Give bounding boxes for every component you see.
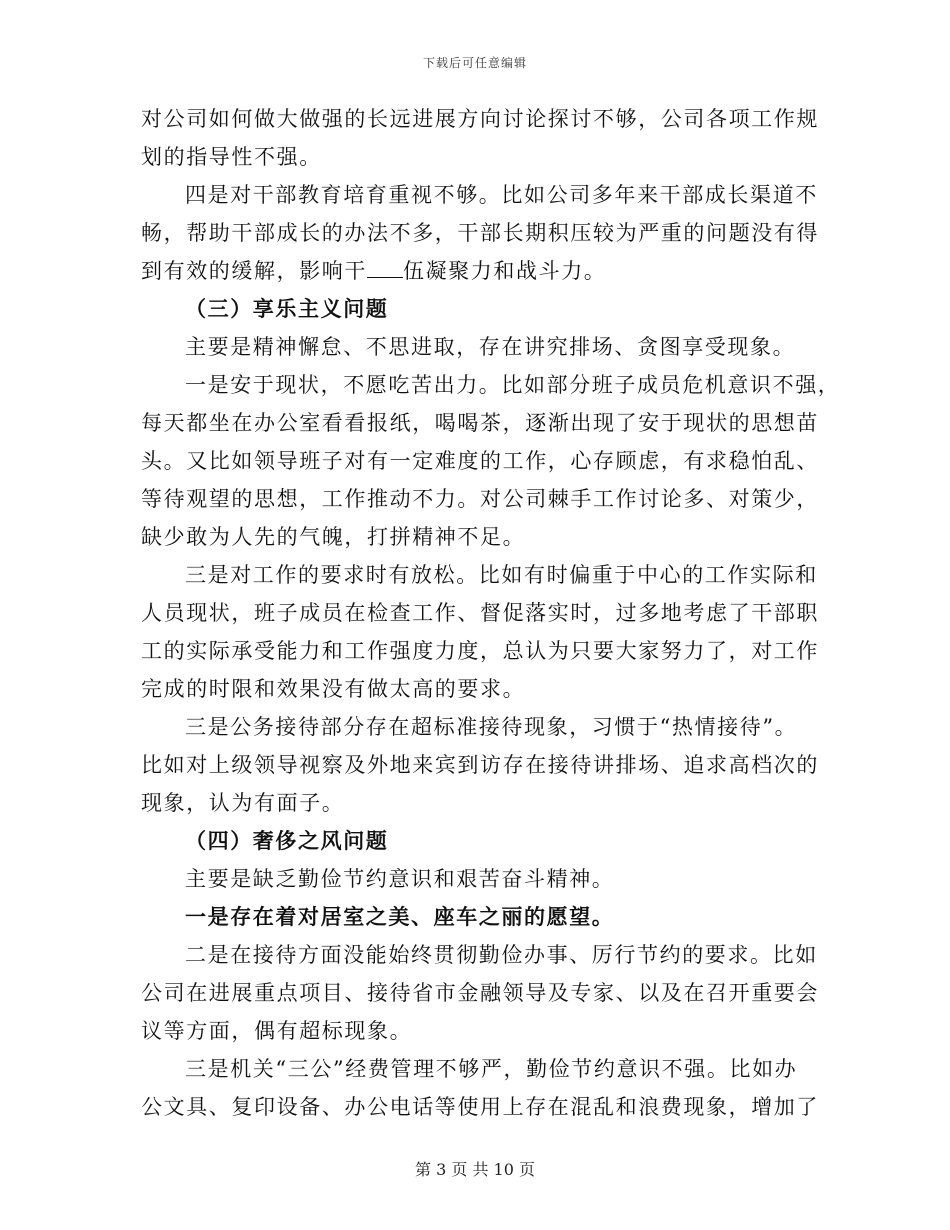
page-number-footer: 第 3 页 共 10 页 — [415, 1160, 535, 1179]
paragraph-line: 主要是精神懈怠、不思进取，存在讲究排场、贪图享受现象。 — [185, 335, 796, 359]
bold-paragraph-line: 一是存在着对居室之美、座车之丽的愿望。 — [185, 904, 615, 929]
paragraph-line: 划的指导性不强。 — [141, 145, 322, 169]
paragraph-line: 畅，帮助干部成长的办法不多，干部长期积压较为严重的问题没有得 — [141, 221, 819, 245]
paragraph-line: 工的实际承受能力和工作强度力度，总认为只要大家努力了，对工作 — [141, 639, 819, 663]
paragraph-line: 现象，认为有面子。 — [141, 791, 345, 815]
paragraph-line: 每天都坐在办公室看看报纸，喝喝茶，逐渐出现了安于现状的思想苗 — [141, 411, 819, 435]
paragraph-line: 比如对上级领导视察及外地来宾到访存在接待讲排场、追求高档次的 — [141, 753, 819, 777]
paragraph-line: 主要是缺乏勤俭节约意识和艰苦奋斗精神。 — [185, 867, 615, 891]
paragraph-line: 二是在接待方面没能始终贯彻勤俭办事、厉行节约的要求。比如 — [185, 943, 818, 967]
paragraph-line: 议等方面，偶有超标现象。 — [141, 1019, 413, 1043]
document-body — [141, 100, 841, 1126]
paragraph-line: 三是机关“三公”经费管理不够严，勤俭节约意识不强。比如办 — [185, 1057, 798, 1081]
paragraph-line: 对公司如何做大做强的长远进展方向讨论探讨不够，公司各项工作规 — [141, 107, 819, 131]
paragraph-line: 一是安于现状，不愿吃苦出力。比如部分班子成员危机意识不强， — [185, 373, 841, 397]
paragraph-line: 头。又比如领导班子对有一定难度的工作，心存顾虑，有求稳怕乱、 — [141, 449, 819, 473]
fill-in-blank — [367, 259, 403, 278]
paragraph-line: 四是对干部教育培育重视不够。比如公司多年来干部成长渠道不 — [185, 183, 818, 207]
paragraph-line-with-blank — [141, 252, 813, 290]
page-header: 下载后可任意编辑 — [422, 56, 527, 70]
section-heading: （三）享乐主义问题 — [185, 296, 389, 321]
paragraph-line: 等待观望的思想，工作推动不力。对公司棘手工作讨论多、对策少， — [141, 487, 819, 511]
paragraph-line: 三是对工作的要求时有放松。比如有时偏重于中心的工作实际和 — [185, 563, 818, 587]
text-before-blank: 到有效的缓解，影响干 — [141, 259, 367, 283]
paragraph-line: 三是公务接待部分存在超标准接待现象，习惯于“热情接待”。 — [185, 715, 798, 739]
paragraph-line: 公司在进展重点项目、接待省市金融领导及专家、以及在召开重要会 — [141, 981, 819, 1005]
paragraph-line: 公文具、复印设备、办公电话等使用上存在混乱和浪费现象，增加了 — [141, 1095, 819, 1119]
text-after-blank: 伍凝聚力和战斗力。 — [403, 259, 607, 283]
section-heading: （四）奢侈之风问题 — [185, 828, 389, 853]
paragraph-line: 完成的时限和效果没有做太高的要求。 — [141, 677, 526, 701]
paragraph-line: 缺少敢为人先的气魄，打拼精神不足。 — [141, 525, 526, 549]
paragraph-line: 人员现状，班子成员在检查工作、督促落实时，过多地考虑了干部职 — [141, 601, 819, 625]
